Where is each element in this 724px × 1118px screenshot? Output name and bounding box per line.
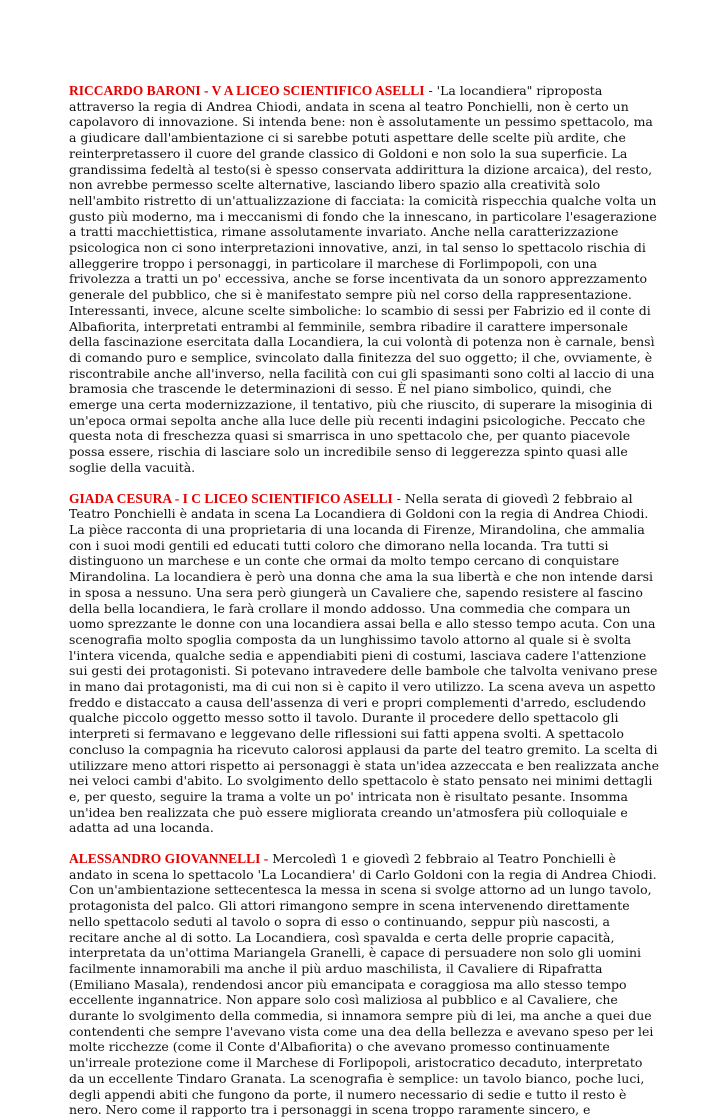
review-author: ALESSANDRO GIOVANNELLI - [69, 851, 269, 867]
review-baroni [69, 83, 660, 476]
review-author: GIADA CESURA - I C LICEO SCIENTIFICO ASELLI [69, 490, 393, 506]
review-text: Mercoledì 1 e giovedì 2 febbraio al Teatro Ponchielli è andato in scena lo spettacolo 'La Locandiera' di Carlo Goldoni con la regia di Andrea Chiodi. Con un'ambientazione settecentesca la messa in scena si svolge attorno ad un lungo tavolo, protagonista del palco. Gli attori rimangono sempre in scena intervenendo direttamente nello spettacolo seduti al tavolo o sopra di esso o continuando, seppur più nascosti, a recitare anche al di sotto. La Locandiera, così spavalda e certa delle proprie capacità, interpretata da un'ottima Mariangela Granelli, è capace di persuadere non solo gli uomini facilmente innamorabili ma anche il più arduo maschilista, il Cavaliere di Ripafratta (Emiliano Masala), rendendosi ancor più emancipata e coraggiosa ma allo stesso tempo eccellente ingannatrice. Non appare solo così maliziosa al pubblico e al Cavaliere, che durante lo svolgimento della commedia, si innamora sempre più di lei, ma anche a quei due contendenti che sempre l'avevano vista come una dea della bellezza e avevano speso per lei molte ricchezze (come il Conte d'Albafiorita) o che avevano promesso continuamente un'irreale protezione come il Marchese di Forlipopoli, aristocratico decaduto, interpretato da un eccellente Tindaro Granata. La scenografia è semplice: un tavolo bianco, poche luci, degli appendi abiti che fungono da porte, il numero necessario di sedie e tutto il resto è nero. Nero come il rapporto tra i personaggi in scena troppo raramente sincero, e [69, 851, 657, 1118]
review-giovannelli [69, 851, 660, 1118]
review-author: RICCARDO BARONI - V A LICEO SCIENTIFICO ASELLI [69, 83, 425, 98]
review-text: - Nella serata di giovedì 2 febbraio al Teatro Ponchielli è andata in scena La Locandiera di Goldoni con la regia di Andrea Chiodi. La pièce racconta di una proprietaria di una locanda di Firenze, Mirandolina, che ammalia con i suoi modi gentili ed educati tutti coloro che dimorano nella locanda. Tra tutti si distinguono un marchese e un conte che ormai da molto tempo cercano di conquistare Mirandolina. La locandiera è però una donna che ama la sua libertà e che non intende darsi in sposa a nessuno. Una sera però giungerà un Cavaliere che, sapendo resistere al fascino della bella locandiera, le farà crollare il mondo addosso. Una commedia che compara un uomo sprezzante le donne con una locandiera assai bella e allo stesso tempo acuta. Con una scenografia molto spoglia composta da un lunghissimo tavolo attorno al quale si è svolta l'intera vicenda, qualche sedia e appendiabiti pieni di costumi, lasciava cadere l'attenzione sui gesti dei protagonisti. Si potevano intravedere delle bambole che talvolta venivano prese in mano dai protagonisti, ma di cui non si è capito il vero utilizzo. La scena aveva un aspetto freddo e distaccato a causa dell'assenza di veri e propri complementi d'arredo, escludendo qualche piccolo oggetto messo sotto il tavolo. Durante il procedere dello spettacolo gli interpreti si fermavano e leggevano delle riflessioni sui fatti appena svolti. A spettacolo concluso la compagnia ha ricevuto calorosi applausi da parte del teatro gremito. La scelta di utilizzare meno attori rispetto ai personaggi è stata un'idea azzeccata e ben realizzata anche nei veloci cambi d'abito. Lo svolgimento dello spettacolo è stato pensato nei minimi dettagli e, per questo, seguire la trama a volte un po' intricata non è risultato pesante. Insomma un'idea ben realizzata che può essere migliorata creando un'atmosfera più colloquiale e adatta ad una locanda. [69, 490, 659, 836]
review-cesura [69, 491, 660, 836]
review-text: - 'La locandiera" riproposta attraverso la regia di Andrea Chiodi, andata in scena al teatro Ponchielli, non è certo un capolavoro di innovazione. Si intenda bene: non è assolutamente un pessimo spettacolo, ma a giudicare dall'ambientazione ci si sarebbe potuti aspettare delle scelte più ardite, che reinterpretassero il cuore del grande classico di Goldoni e non solo la sua superficie. La grandissima fedeltà al testo(si è spesso conservata addirittura la dizione arcaica), del resto, non avrebbe permesso scelte alternative, lasciando libero spazio alla creatività solo nell'ambito ristretto di un'attualizzazione di facciata: la comicità rispecchia qualche volta un gusto più moderno, ma i meccanismi di fondo che la innescano, in particolare l'esagerazione a tratti macchiettistica, rimane assolutamente invariato. Anche nella caratterizzazione psicologica non ci sono interpretazioni innovative, anzi, in tal senso lo spettacolo rischia di alleggerire troppo i personaggi, in particolare il marchese di Forlimpopoli, con una frivolezza a tratti un po' eccessiva, anche se forse incentivata da un sonoro apprezzamento generale del pubblico, che si è manifestato sempre più nel corso della rappresentazione. Interessanti, invece, alcune scelte simboliche: lo scambio di sessi per Fabrizio ed il conte di Albafiorita, interpretati entrambi al femminile, sembra ribadire il carattere impersonale della fascinazione esercitata dalla Locandiera, la cui volontà di potenza non è carnale, bensì di comando puro e semplice, svincolato dalla finitezza del suo oggetto; il che, ovviamente, è riscontrabile anche all'inverso, nella facilità con cui gli spasimanti sono colti al laccio di una bramosia che trascende le determinazioni di sesso. È nel piano simbolico, quindi, che emerge una certa modernizzazione, il tentativo, più che riuscito, di superare la misoginia di un'epoca ormai sepolta anche alla luce delle più recenti indagini psicologiche. Peccato che questa nota di freschezza quasi si smarrisca in uno spettacolo che, per quanto piacevole possa essere, rischia di lasciare solo un incredibile senso di leggerezza spinto quasi alle soglie della vacuità. [69, 83, 657, 475]
